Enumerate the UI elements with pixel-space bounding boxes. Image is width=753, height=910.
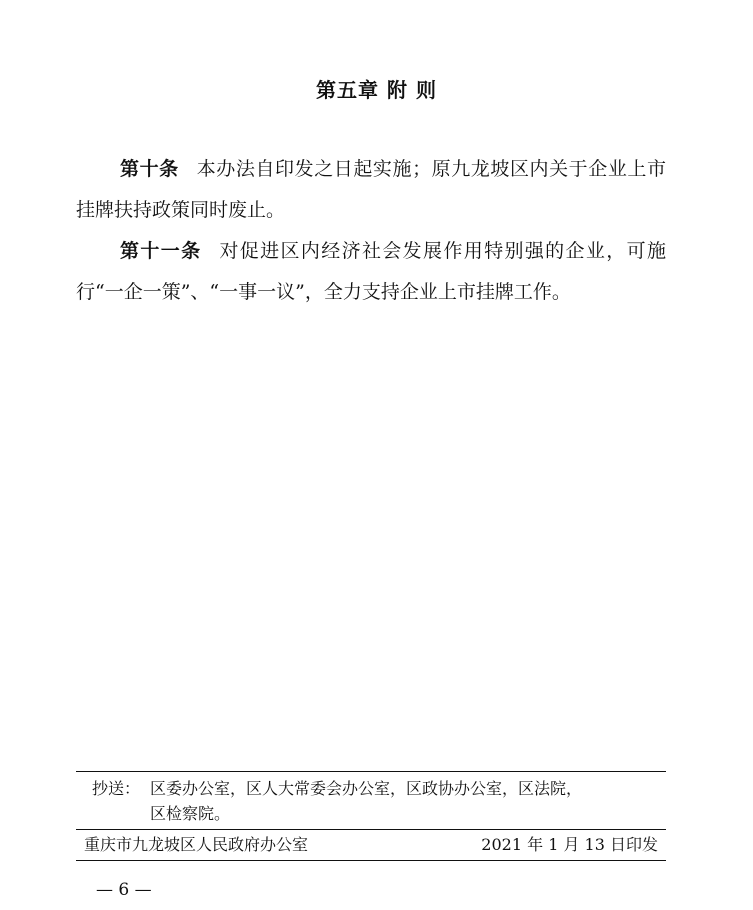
footer-rule-middle (76, 829, 666, 830)
cc-label: 抄送： (92, 779, 141, 798)
article-10-text: 本办法自印发之日起实施；原九龙坡区内关于企业上市挂牌扶持政策同时废止。 (76, 158, 666, 221)
cc-block (92, 776, 666, 826)
article-10-number: 第十条 (120, 158, 179, 180)
cc-line-1 (92, 776, 666, 801)
article-10 (76, 149, 666, 231)
footer-rule-bottom (76, 860, 666, 861)
cc-recipients-2: 区检察院。 (150, 804, 231, 823)
article-11 (76, 231, 666, 313)
footer-rule-top (76, 771, 666, 772)
chapter-title: 第五章 附 则 (316, 78, 437, 102)
issue-date: 2021 年 1 月 13 日印发 (481, 835, 658, 854)
issuer-name: 重庆市九龙坡区人民政府办公室 (84, 835, 309, 854)
cc-recipients-1: 区委办公室，区人大常委会办公室，区政协办公室，区法院， (150, 779, 583, 798)
page-number: — 6 — (96, 880, 152, 900)
article-11-text: 对促进区内经济社会发展作用特别强的企业，可施行“一企一策”、“一事一议”，全力支持企业上市挂牌工作。 (76, 240, 666, 303)
article-11-number: 第十一条 (120, 240, 202, 262)
issuer-row (84, 832, 658, 858)
